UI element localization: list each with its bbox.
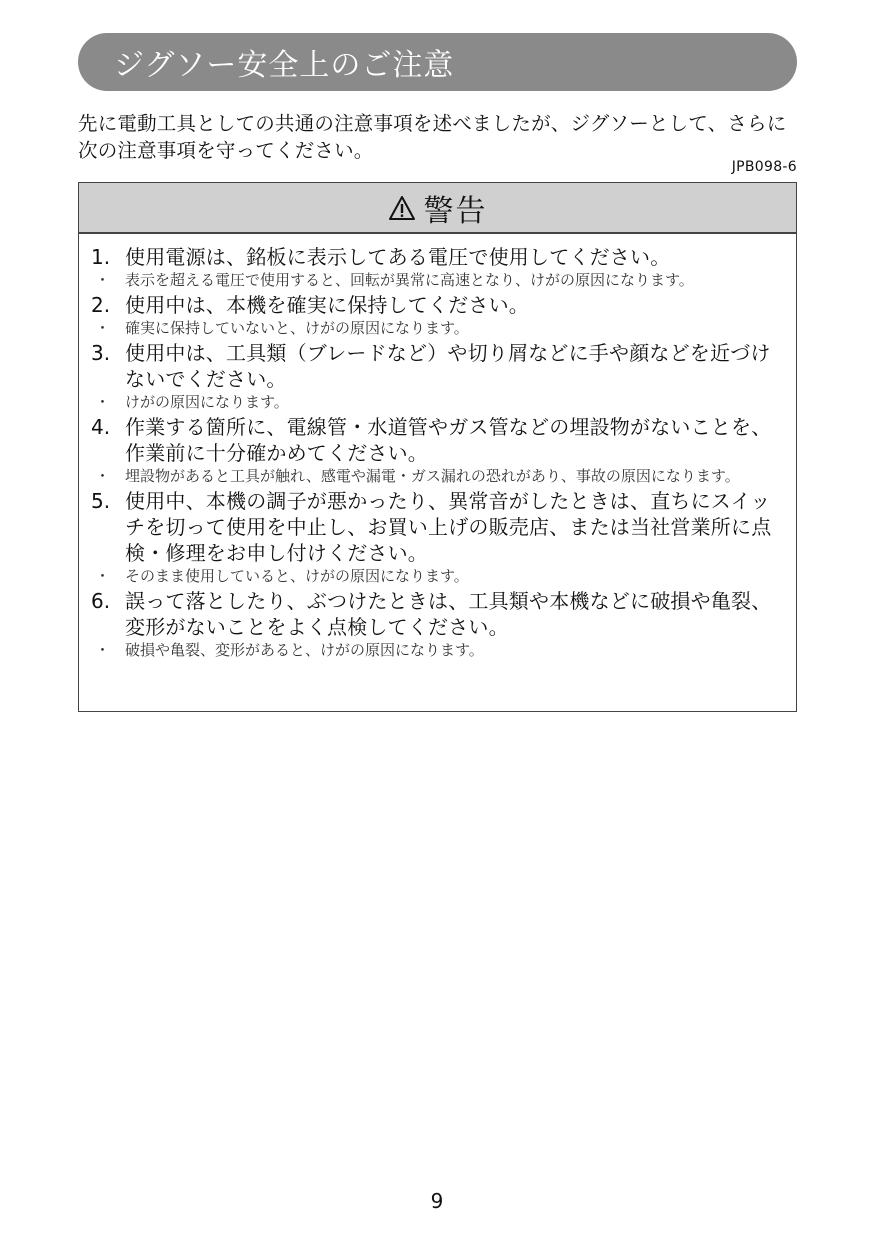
- warning-item: [91, 292, 784, 318]
- item-text: 作業する箇所に、電線管・水道管やガス管などの埋設物がないことを、作業前に十分確かめてください。: [125, 415, 772, 465]
- bullet: ・: [95, 467, 111, 485]
- item-number: 6.: [91, 589, 111, 613]
- intro-paragraph: 先に電動工具としての共通の注意事項を述べましたが、ジグソーとして、さらに次の注意事項を守ってください。: [78, 112, 787, 162]
- item-note: [91, 640, 784, 661]
- item-text: 使用中は、本機を確実に保持してください。: [125, 293, 529, 317]
- warning-header: [79, 183, 796, 234]
- warning-triangle-icon: [388, 194, 416, 222]
- bullet: ・: [95, 271, 111, 289]
- note-text: そのまま使用していると、けがの原因になります。: [125, 567, 469, 585]
- item-note: [91, 318, 784, 339]
- item-number: 4.: [91, 415, 111, 439]
- warning-title: 警告: [423, 193, 488, 229]
- item-note: [91, 270, 784, 291]
- document-code: JPB098-6: [731, 159, 797, 175]
- item-number: 2.: [91, 293, 111, 317]
- warning-item: [91, 244, 784, 270]
- section-title-bar: [78, 33, 797, 91]
- item-text: 使用電源は、銘板に表示してある電圧で使用してください。: [125, 245, 671, 269]
- note-text: 確実に保持していないと、けがの原因になります。: [125, 319, 469, 337]
- item-note: [91, 466, 784, 487]
- warning-item: [91, 340, 784, 392]
- item-number: 3.: [91, 341, 111, 365]
- note-text: 破損や亀裂、変形があると、けがの原因になります。: [125, 641, 484, 659]
- warning-item: [91, 488, 784, 566]
- bullet: ・: [95, 567, 111, 585]
- note-text: けがの原因になります。: [125, 393, 289, 411]
- item-text: 使用中、本機の調子が悪かったり、異常音がしたときは、直ちにスイッチを切って使用を中止し、お買い上げの販売店、または当社営業所に点検・修理をお申し付けください。: [125, 489, 772, 565]
- bullet: ・: [95, 319, 111, 337]
- warning-item: [91, 588, 784, 640]
- item-note: [91, 566, 784, 587]
- item-text: 使用中は、工具類（ブレードなど）や切り屑などに手や顔などを近づけないでください。: [125, 341, 771, 391]
- section-title: ジグソー安全上のご注意: [114, 48, 455, 83]
- warning-list: [79, 234, 796, 661]
- item-text: 誤って落としたり、ぶつけたときは、工具類や本機などに破損や亀裂、変形がないことをよく点検してください。: [125, 589, 772, 639]
- bullet: ・: [95, 641, 111, 659]
- item-number: 1.: [91, 245, 111, 269]
- item-number: 5.: [91, 489, 111, 513]
- note-text: 埋設物があると工具が触れ、感電や漏電・ガス漏れの恐れがあり、事故の原因になります。: [125, 467, 740, 485]
- warning-item: [91, 414, 784, 466]
- item-note: [91, 392, 784, 413]
- note-text: 表示を超える電圧で使用すると、回転が異常に高速となり、けがの原因になります。: [125, 271, 694, 289]
- bullet: ・: [95, 393, 111, 411]
- page-number: 9: [430, 1189, 444, 1213]
- warning-box: [78, 182, 797, 712]
